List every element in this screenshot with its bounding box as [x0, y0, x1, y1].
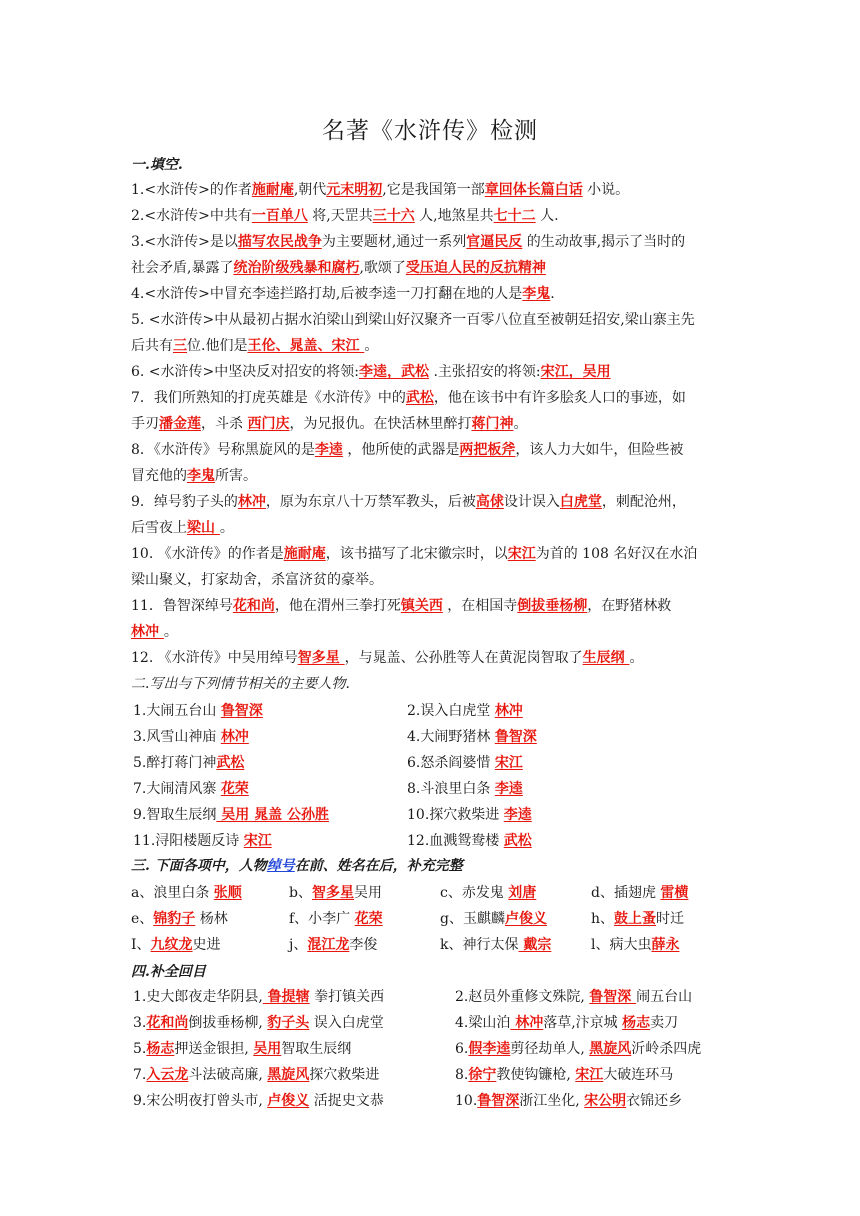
question-9-line-1	[131, 492, 686, 512]
title-text: 7.	[133, 1067, 147, 1083]
title-text: 4.梁山泊	[455, 1015, 511, 1031]
plot-item	[407, 805, 532, 825]
answer: 锦豹子	[153, 911, 196, 927]
q-text: 为首的 108 名好汉在水泊	[535, 546, 698, 562]
q-text: 。	[364, 338, 379, 354]
q-text: 4.<水浒传>中冒充李逵拦路打劫,后被李逵一刀打翻在地的人是	[131, 286, 523, 302]
chapter-title	[133, 1091, 384, 1111]
answer: 王伦、晁盖、宋江	[247, 338, 365, 354]
question-10-line-2	[131, 570, 383, 590]
title-text: 落草,汴京城	[543, 1015, 623, 1031]
title-text: 8.	[455, 1067, 469, 1083]
plot-label: 12.血溅鸳鸯楼	[407, 833, 504, 849]
chapter-title	[455, 1065, 673, 1085]
q-text: 人.	[535, 208, 559, 224]
q-text: 3.<水浒传>是以	[131, 234, 238, 250]
q-text: ，在野猪林救	[587, 598, 672, 614]
answer: 戴宗	[518, 937, 552, 953]
question-3-line-2	[131, 258, 546, 278]
q-text: 为主要题材,通过一系列	[321, 234, 467, 250]
answer: 鲁提辖	[262, 989, 310, 1005]
title-text: 卖刀	[650, 1015, 679, 1031]
answer: 章回体长篇白话	[484, 182, 583, 198]
item-text: 杨林	[195, 911, 228, 927]
plot-label: 3.风雪山神庙	[133, 729, 221, 745]
answer: 花和尚	[146, 1015, 189, 1031]
answer: 蒋门神	[471, 416, 514, 432]
title-text: 沂岭杀四虎	[631, 1041, 702, 1057]
title-text: 5.	[133, 1041, 147, 1057]
answer: 一百单八	[251, 208, 308, 224]
answer: 武松	[405, 390, 434, 406]
plot-item	[133, 753, 244, 773]
plot-label: 5.醉打蒋门神	[133, 755, 217, 771]
plot-item	[407, 779, 523, 799]
nickname-item	[289, 935, 377, 955]
question-10-line-1	[131, 544, 697, 564]
q-text: ,它是我国第一部	[382, 182, 485, 198]
nickname-item	[440, 909, 547, 929]
answer: 吴用 晁盖 公孙胜	[216, 807, 329, 823]
item-text: g、玉麒麟	[440, 911, 505, 927]
q-text: 后共有	[131, 338, 173, 354]
q-text: .主张招安的将领:	[429, 364, 541, 380]
answer: 七十二	[493, 208, 536, 224]
answer: 宋江	[243, 833, 272, 849]
plot-label: 2.误入白虎堂	[407, 703, 495, 719]
answer: 倒拔垂杨柳	[517, 598, 588, 614]
answer: 入云龙	[146, 1067, 189, 1083]
question-3-line-1	[131, 232, 685, 252]
question-8-line-2	[131, 466, 257, 486]
question-12	[131, 648, 643, 668]
heading-text: 三. 下面各项中，人物	[131, 858, 267, 874]
section-2-heading: 二.写出与下列情节相关的主要人物.	[131, 676, 350, 692]
q-text: 6. <水浒传>中坚决反对招安的将领:	[131, 364, 359, 380]
plot-item	[133, 805, 329, 825]
answer: 鼓上蚤	[614, 911, 657, 927]
answer: 假李逵	[468, 1041, 511, 1057]
title-text: 浙江坐化,	[519, 1093, 585, 1109]
q-text: 社会矛盾,暴露了	[131, 260, 234, 276]
q-text: ，他所使的武器是	[342, 442, 460, 458]
title-text: 3.	[133, 1015, 147, 1031]
item-text: 吴用	[353, 885, 382, 901]
section-3-heading	[131, 856, 463, 876]
item-text: e、	[131, 911, 154, 927]
answer: 李鬼	[522, 286, 551, 302]
item-text: b、	[289, 885, 312, 901]
answer: 梁山	[187, 520, 220, 536]
plot-label: 6.怒杀阎婆惜	[407, 755, 495, 771]
section-1-heading: 一.填空.	[131, 157, 183, 173]
q-text: 梁山聚义，打家劫舍，杀富济贫的豪举。	[131, 572, 383, 588]
nickname-item	[440, 935, 551, 955]
nickname-item	[440, 883, 536, 903]
q-text: ,歌颂了	[359, 260, 406, 276]
q-text: ，该书描写了北宋徽宗时，以	[325, 546, 508, 562]
nickname-link[interactable]: 绰号	[266, 858, 295, 874]
item-text: l、病大虫	[591, 937, 652, 953]
question-7-line-2	[131, 414, 527, 434]
answer: 林冲	[494, 703, 523, 719]
chapter-title	[455, 1013, 678, 1033]
plot-item	[407, 701, 523, 721]
plot-item	[407, 831, 532, 851]
plot-label: 9.智取生辰纲	[133, 807, 217, 823]
q-text: 2.<水浒传>中共有	[131, 208, 252, 224]
answer: 李逵，武松	[359, 364, 429, 380]
answer: 宋江	[575, 1067, 604, 1083]
title-text: 衣锦还乡	[626, 1093, 683, 1109]
answer: 宋江	[507, 546, 536, 562]
item-text: 李俊	[349, 937, 378, 953]
answer: 卢俊义	[267, 1093, 310, 1109]
q-text: 位.他们是	[187, 338, 248, 354]
answer: 刘唐	[508, 885, 537, 901]
answer: 武松	[503, 833, 532, 849]
title-text: 9.宋公明夜打曾头市,	[133, 1093, 268, 1109]
title-text: 探穴救柴进	[309, 1067, 380, 1083]
answer: 九纹龙	[150, 937, 193, 953]
answer: 统治阶级残暴和腐朽	[233, 260, 360, 276]
title-text: 闹五台山	[636, 989, 693, 1005]
q-text: 。	[219, 520, 234, 536]
nickname-item	[591, 909, 684, 929]
plot-item	[133, 727, 249, 747]
nickname-item	[289, 883, 382, 903]
section-4-heading: 四.补全回目	[131, 964, 206, 980]
answer: 受压迫人民的反抗精神	[405, 260, 546, 276]
title-text: 倒拔垂杨柳,	[188, 1015, 268, 1031]
q-text: ，刺配沧州，	[601, 494, 686, 510]
plot-item	[133, 779, 249, 799]
answer: 鲁智深	[477, 1093, 520, 1109]
chapter-title	[133, 987, 384, 1007]
plot-label: 8.斗浪里白条	[407, 781, 495, 797]
answer: 张顺	[213, 885, 242, 901]
answer: 黑旋风	[267, 1067, 310, 1083]
answer: 徐宁	[468, 1067, 497, 1083]
q-text: 后雪夜上	[131, 520, 187, 536]
title-text: 活捉史文恭	[309, 1093, 384, 1109]
chapter-title	[133, 1013, 384, 1033]
answer: 花荣	[354, 911, 383, 927]
chapter-title	[455, 1091, 682, 1111]
answer: 林冲	[237, 494, 266, 510]
q-text: 。	[629, 650, 644, 666]
q-text: 所害。	[215, 468, 257, 484]
q-text: 12. 《水浒传》中吴用绰号	[131, 650, 298, 666]
answer: 描写农民战争	[237, 234, 322, 250]
nickname-item	[131, 883, 242, 903]
nickname-item	[289, 909, 383, 929]
plot-item	[133, 701, 263, 721]
q-text: 的生动故事,揭示了当时的	[522, 234, 686, 250]
q-text: 9．绰号豹子头的	[131, 494, 238, 510]
answer: 林冲	[220, 729, 249, 745]
plot-item	[407, 753, 523, 773]
q-text: 1.<水浒传>的作者	[131, 182, 252, 198]
answer: 官逼民反	[466, 234, 523, 250]
q-text: ，与晁盖、公孙胜等人在黄泥岗智取了	[344, 650, 583, 666]
item-text: j、	[289, 937, 308, 953]
answer: 卢俊义	[504, 911, 547, 927]
q-text: 。	[513, 416, 528, 432]
q-text: ,朝代	[293, 182, 327, 198]
q-text: ，斗杀	[201, 416, 248, 432]
q-text: 小说。	[582, 182, 630, 198]
q-text: ，他在渭州三拳打死	[274, 598, 401, 614]
title-text: 误入白虎堂	[309, 1015, 384, 1031]
item-text: h、	[591, 911, 615, 927]
heading-text: 在前、姓名在后，补充完整	[294, 858, 463, 874]
nickname-item	[131, 909, 228, 929]
answer: 鲁智深	[220, 703, 263, 719]
question-9-line-2	[131, 518, 234, 538]
q-text: ，原为东京八十万禁军教头，后被	[265, 494, 476, 510]
chapter-title	[133, 1065, 379, 1085]
q-text: 人,地煞星共	[414, 208, 494, 224]
plot-label: 7.大闹清风寨	[133, 781, 221, 797]
q-text: 冒充他的	[131, 468, 187, 484]
answer: 李逵	[494, 781, 523, 797]
answer: 花荣	[220, 781, 249, 797]
q-text: 。	[163, 624, 178, 640]
q-text: 设计误入	[503, 494, 560, 510]
item-text: 时迁	[656, 911, 685, 927]
nickname-item	[591, 935, 679, 955]
answer: 林冲	[131, 624, 164, 640]
title-text: 拳打镇关西	[309, 989, 385, 1005]
nickname-item	[131, 935, 221, 955]
chapter-title	[455, 987, 692, 1007]
answer: 宋公明	[584, 1093, 627, 1109]
nickname-item	[591, 883, 688, 903]
answer: 高俅	[475, 494, 504, 510]
plot-item	[133, 831, 272, 851]
q-text: 8．《水浒传》号称黑旋风的是	[131, 442, 315, 458]
item-text: d、插翅虎	[591, 885, 661, 901]
answer: 施耐庵	[251, 182, 294, 198]
plot-item	[407, 727, 537, 747]
question-6	[131, 362, 611, 382]
answer: 李逵	[503, 807, 532, 823]
answer: 智多星	[311, 885, 354, 901]
title-text: 斗法破高廉,	[188, 1067, 268, 1083]
question-5-line-1	[131, 310, 695, 330]
answer: 吴用	[253, 1041, 282, 1057]
answer: 李逵	[314, 442, 343, 458]
question-2	[131, 206, 559, 226]
title-text: 大破连环马	[603, 1067, 674, 1083]
q-text: ，在相国寺	[442, 598, 518, 614]
answer: 武松	[216, 755, 245, 771]
question-5-line-2	[131, 336, 378, 356]
answer: 两把板斧	[459, 442, 516, 458]
item-text: c、赤发鬼	[440, 885, 509, 901]
answer: 林冲	[510, 1015, 544, 1031]
q-text: ，为兄报仇。在快活林里醉打	[289, 416, 472, 432]
item-text: 史进	[192, 937, 221, 953]
answer: 混江龙	[307, 937, 350, 953]
title-text: 1.史大郎夜走华阴县,	[133, 989, 263, 1005]
q-text: .	[550, 286, 555, 302]
item-text: I、	[131, 937, 151, 953]
q-text: ，该人力大如牛，但险些被	[515, 442, 684, 458]
answer: 鲁智深	[589, 989, 637, 1005]
question-11-line-2	[131, 622, 178, 642]
q-text: 将,天罡共	[307, 208, 373, 224]
title-text: 教使钩镰枪,	[496, 1067, 576, 1083]
page-title: 名著《水浒传》检测	[322, 118, 538, 144]
answer: 智多星	[297, 650, 345, 666]
answer: 三	[173, 338, 187, 354]
answer: 豹子头	[267, 1015, 310, 1031]
plot-label: 1.大闹五台山	[133, 703, 221, 719]
q-text: 7．我们所熟知的打虎英雄是《水浒传》中的	[131, 390, 406, 406]
item-text: k、神行太保	[440, 937, 519, 953]
answer: 鲁智深	[494, 729, 537, 745]
answer: 三十六	[372, 208, 415, 224]
question-11-line-1	[131, 596, 671, 616]
q-text: ，他在该书中有许多脍炙人口的事迹，如	[433, 390, 686, 406]
answer: 杨志	[146, 1041, 175, 1057]
answer: 元末明初	[326, 182, 383, 198]
item-text: a、浪里白条	[131, 885, 214, 901]
plot-label: 4.大闹野猪林	[407, 729, 495, 745]
q-text: 手刃	[131, 416, 159, 432]
title-text: 2.赵员外重修文殊院,	[455, 989, 590, 1005]
answer: 花和尚	[232, 598, 275, 614]
plot-label: 11.浔阳楼题反诗	[133, 833, 244, 849]
answer: 镇关西	[400, 598, 443, 614]
chapter-title	[455, 1039, 701, 1059]
title-text: 智取生辰纲	[281, 1041, 352, 1057]
plot-label: 10.探穴救柴进	[407, 807, 504, 823]
answer: 宋江，吴用	[540, 364, 611, 380]
answer: 雷横	[660, 885, 689, 901]
answer: 杨志	[622, 1015, 651, 1031]
answer: 黑旋风	[589, 1041, 632, 1057]
question-4	[131, 284, 555, 304]
answer: 薛永	[651, 937, 680, 953]
q-text: 10. 《水浒传》的作者是	[131, 546, 284, 562]
answer: 李鬼	[187, 468, 215, 484]
answer: 潘金莲	[159, 416, 201, 432]
question-1	[131, 180, 629, 200]
answer: 施耐庵	[283, 546, 326, 562]
answer: 生辰纲	[582, 650, 630, 666]
q-text: 11．鲁智深绰号	[131, 598, 233, 614]
chapter-title	[133, 1039, 351, 1059]
answer: 西门庆	[247, 416, 290, 432]
q-text: 5. <水浒传>中从最初占据水泊梁山到梁山好汉聚齐一百零八位直至被朝廷招安,梁山寨主先	[131, 312, 695, 328]
title-text: 10.	[455, 1093, 478, 1109]
title-text: 6.	[455, 1041, 469, 1057]
answer: 白虎堂	[559, 494, 602, 510]
title-text: 押送金银担,	[174, 1041, 254, 1057]
item-text: f、小李广	[289, 911, 355, 927]
title-text: 剪径劫单人,	[510, 1041, 590, 1057]
question-8-line-1	[131, 440, 683, 460]
answer: 宋江	[494, 755, 523, 771]
question-7-line-1	[131, 388, 686, 408]
